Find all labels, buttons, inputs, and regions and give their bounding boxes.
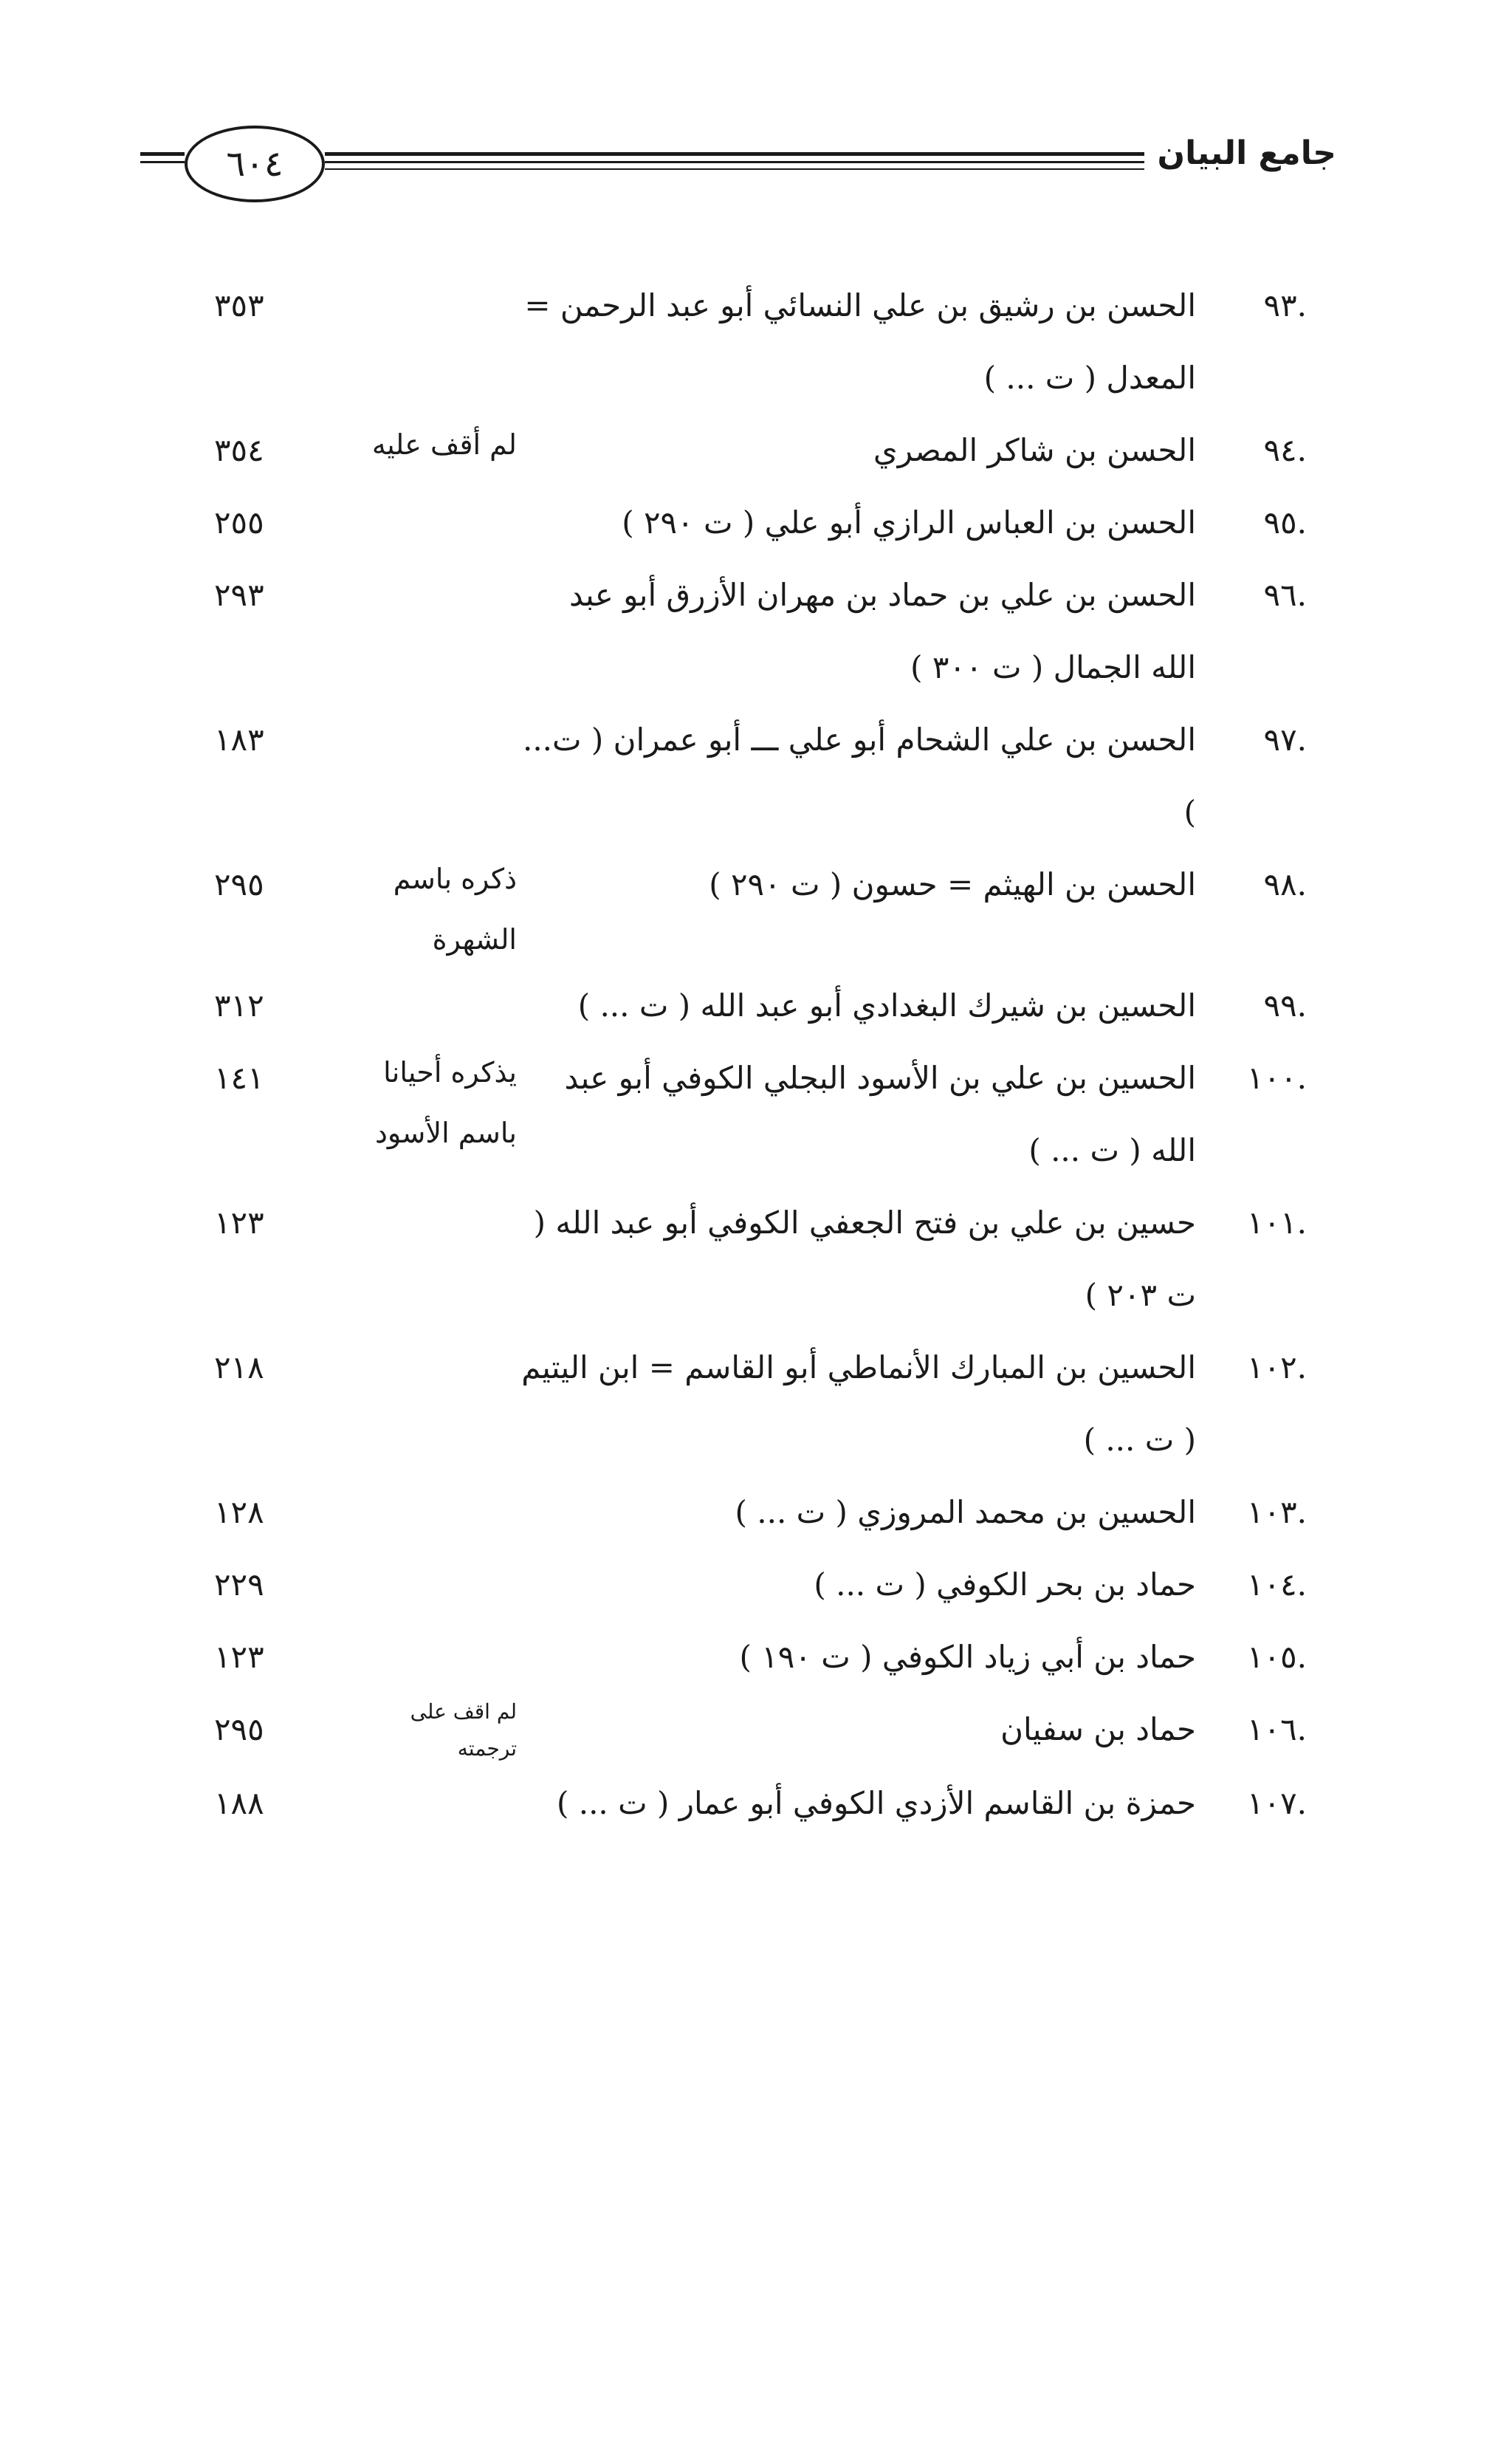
index-entry	[177, 1693, 1307, 1767]
index-entry	[177, 704, 1307, 849]
entry-note: لم اقف على ترجمته	[410, 1699, 517, 1761]
entry-number: .١٠٤	[1246, 1566, 1307, 1603]
entry-page: ٣٥٤	[214, 432, 264, 468]
entry-page: ٢٩٣	[214, 577, 264, 613]
page-header	[140, 126, 1336, 207]
entry-number: .٩٨	[1263, 866, 1307, 902]
index-entry	[177, 270, 1307, 414]
entry-number: .١٠٧	[1246, 1785, 1307, 1821]
entry-name: حسين بن علي بن فتح الجعفي الكوفي أبو عبد الله ( ت ٢٠٣ )	[533, 1205, 1196, 1313]
entry-name: حماد بن بحر الكوفي ( ت ... )	[814, 1566, 1196, 1603]
entry-number: .٩٤	[1263, 432, 1307, 468]
index-entry	[177, 487, 1307, 559]
entry-note: لم أقف عليه	[371, 428, 517, 461]
entry-name: الحسن بن رشيق بن علي النسائي أبو عبد الرحمن = المعدل ( ت ... )	[524, 287, 1196, 396]
entry-name: الحسن بن الهيثم = حسون ( ت ٢٩٠ )	[709, 866, 1196, 902]
entry-page: ١٢٨	[214, 1494, 264, 1530]
running-title: جامع البيان	[1147, 134, 1336, 172]
entry-number: .٩٧	[1263, 722, 1307, 758]
entry-page: ٣١٢	[214, 987, 264, 1024]
header-rule-middle	[325, 161, 1144, 163]
entry-page: ٢١٨	[214, 1349, 264, 1385]
header-rule-bottom	[325, 168, 1144, 170]
index-entry	[177, 1767, 1307, 1840]
entry-number: .٩٩	[1263, 987, 1307, 1024]
entry-name: الحسن بن علي الشحام أبو علي ـــ أبو عمران ( ت... )	[522, 722, 1196, 830]
index-entry	[177, 1476, 1307, 1549]
entry-number: .١٠٠	[1246, 1060, 1307, 1096]
index-entry	[177, 1332, 1307, 1476]
entry-page: ١٢٣	[214, 1205, 264, 1241]
entry-page: ١٤١	[214, 1060, 264, 1096]
entry-page: ٢٩٥	[214, 866, 264, 902]
index-entry	[177, 1549, 1307, 1621]
index-entry	[177, 1621, 1307, 1693]
entry-name: الحسن بن العباس الرازي أبو علي ( ت ٢٩٠ )	[622, 504, 1196, 541]
header-rule-left-2	[140, 161, 185, 163]
entry-page: ١٨٣	[214, 722, 264, 758]
entry-name: الحسين بن محمد المروزي ( ت ... )	[735, 1494, 1196, 1530]
entry-number: .١٠٦	[1246, 1711, 1307, 1747]
entry-number: .١٠١	[1246, 1205, 1307, 1241]
entry-number: .٩٦	[1263, 577, 1307, 613]
index-entry	[177, 1187, 1307, 1332]
page-number: ٦٠٤	[185, 126, 325, 202]
entry-number: .١٠٣	[1246, 1494, 1307, 1530]
entry-page: ٢٢٩	[214, 1566, 264, 1603]
entry-name: حماد بن أبي زياد الكوفي ( ت ١٩٠ )	[739, 1639, 1196, 1675]
entry-number: .٩٥	[1263, 504, 1307, 541]
entry-number: .١٠٢	[1246, 1349, 1307, 1385]
entry-page: ٣٥٣	[214, 287, 264, 323]
entry-name: الحسين بن علي بن الأسود البجلي الكوفي أبو عبد الله ( ت ... )	[564, 1060, 1196, 1168]
entry-name: الحسن بن علي بن حماد بن مهران الأزرق أبو عبد الله الجمال ( ت ٣٠٠ )	[568, 577, 1196, 685]
entry-note: يذكره أحيانا باسم الأسود	[375, 1056, 517, 1149]
entry-page: ٢٥٥	[214, 504, 264, 541]
entry-note: ذكره باسم الشهرة	[393, 863, 517, 956]
entry-name: الحسن بن شاكر المصري	[873, 432, 1196, 468]
entry-name: الحسين بن المبارك الأنماطي أبو القاسم = ابن اليتيم ( ت ... )	[521, 1349, 1196, 1458]
index-entry	[177, 559, 1307, 704]
entry-name: حمزة بن القاسم الأزدي الكوفي أبو عمار ( ت ... )	[556, 1785, 1196, 1821]
entry-name: الحسين بن شيرك البغدادي أبو عبد الله ( ت ... )	[577, 987, 1196, 1024]
entry-number: .٩٣	[1263, 287, 1307, 323]
index-entry	[177, 1042, 1307, 1187]
index-entry	[177, 849, 1307, 970]
index-list	[177, 270, 1307, 1840]
entry-page: ٢٩٥	[214, 1711, 264, 1747]
header-rule-top	[325, 152, 1144, 156]
entry-page: ١٢٣	[214, 1639, 264, 1675]
entry-name: حماد بن سفيان	[1000, 1711, 1196, 1747]
entry-number: .١٠٥	[1246, 1639, 1307, 1675]
header-rule-left	[140, 152, 185, 156]
entry-page: ١٨٨	[214, 1785, 264, 1821]
index-entry	[177, 970, 1307, 1042]
index-entry	[177, 414, 1307, 487]
